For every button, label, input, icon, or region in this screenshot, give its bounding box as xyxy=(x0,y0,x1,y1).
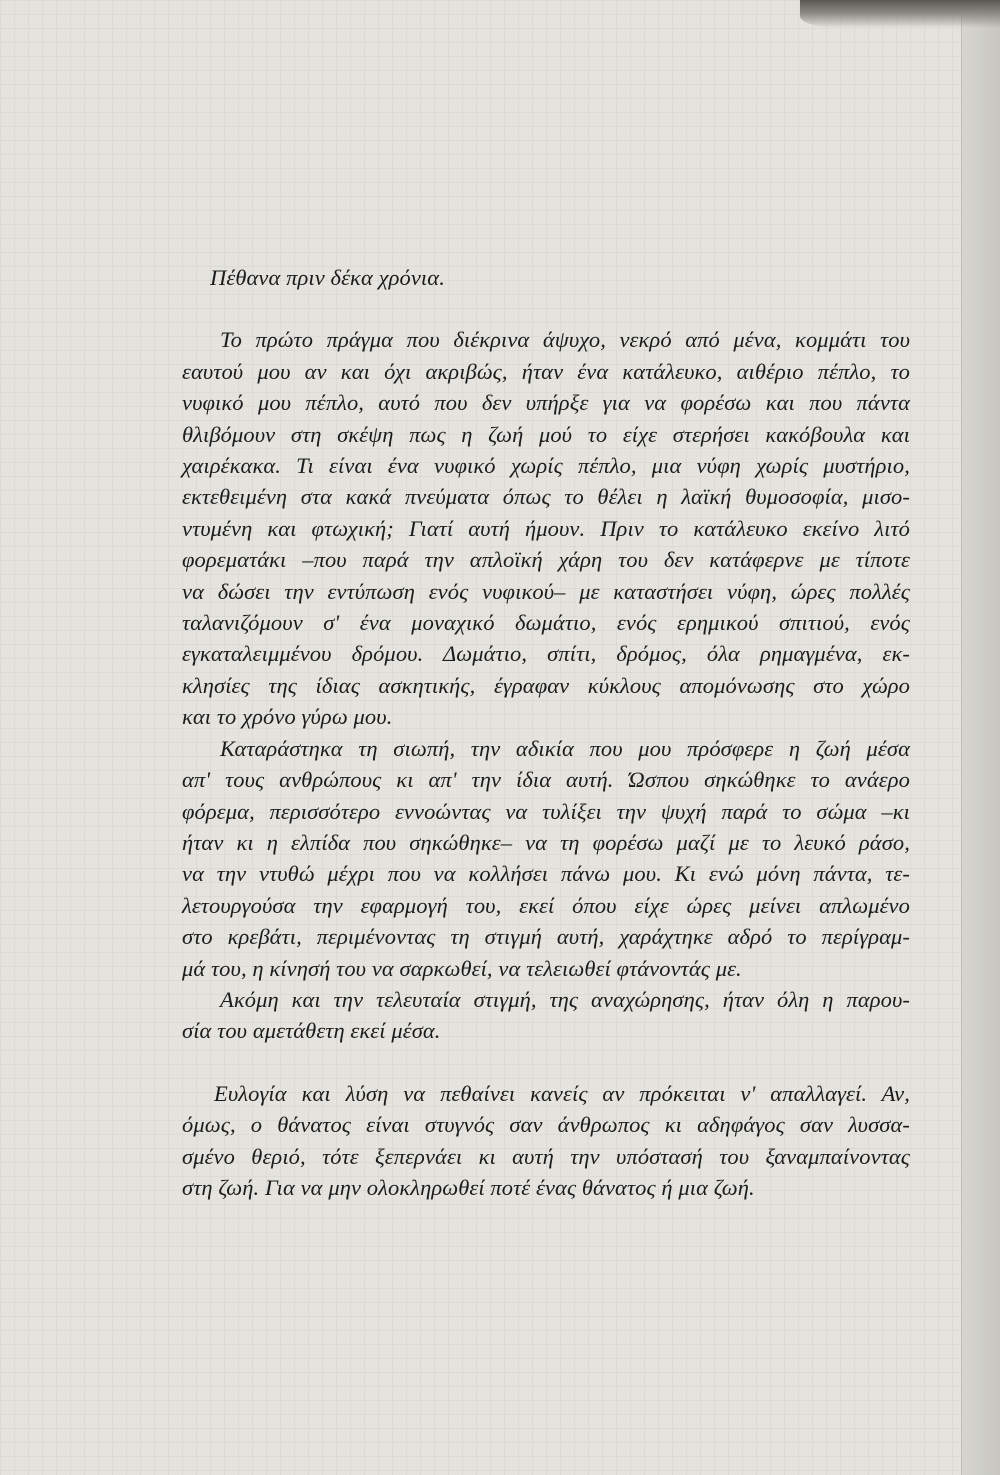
text-line: Καταράστηκα τη σιωπή, την αδικία που μου πρόσφερε η ζωή μέσα xyxy=(220,735,910,761)
text-line: εαυτού μου αν και όχι ακριβώς, ήταν ένα κατάλευκο, αιθέριο πέπλο, το xyxy=(182,358,910,384)
text-line: Πέθανα πριν δέκα χρόνια. xyxy=(210,265,445,290)
text-line: Ακόμη και την τελευταία στιγμή, της αναχώρησης, ήταν όλη η παρου- xyxy=(220,986,910,1012)
text-line: Ευλογία και λύση να πεθαίνει κανείς αν πρόκειται ν' απαλλαγεί. Αν, xyxy=(214,1080,910,1106)
text-line: φορεματάκι –που παρά την απλοϊκή χάρη του δεν κατάφερνε με τίποτε xyxy=(182,547,910,573)
text-line: χαιρέκακα. Τι είναι ένα νυφικό χωρίς πέπλο, μια νύφη χωρίς μυστήριο, xyxy=(182,453,910,479)
cover-text xyxy=(182,262,910,1203)
text-line: θλιβόμουν στη σκέψη πως η ζωή μού το είχε στερήσει κακόβουλα και xyxy=(182,421,910,447)
text-line: ήταν κι η ελπίδα που σηκώθηκε– να τη φορέσω μαζί με το λευκό ράσο, xyxy=(182,829,910,855)
paragraph-2 xyxy=(182,324,910,732)
paragraph-1 xyxy=(210,262,900,293)
paragraph-3 xyxy=(182,733,910,984)
text-line: να δώσει την εντύπωση ενός νυφικού– με καταστήσει νύφη, ώρες πολλές xyxy=(182,578,910,604)
paragraph-5 xyxy=(182,1078,910,1204)
paragraph-gap xyxy=(210,293,900,324)
text-line: στο κρεβάτι, περιμένοντας τη στιγμή αυτή, χαράχτηκε αδρό το περίγραμ- xyxy=(182,924,910,950)
text-line: σία του αμετάθετη εκεί μέσα. xyxy=(182,1018,441,1044)
text-line: ντυμένη και φτωχική; Γιατί αυτή ήμουν. Πριν το κατάλευκο εκείνο λιτό xyxy=(182,515,910,541)
paragraph-4 xyxy=(182,984,910,1047)
text-line: να την ντυθώ μέχρι που να κολλήσει πάνω μου. Κι ενώ μόνη πάντα, τε- xyxy=(182,861,910,887)
text-line: νυφικό μου πέπλο, αυτό που δεν υπήρξε για να φορέσω και που πάντα xyxy=(182,390,910,416)
text-line: κλησίες της ίδιας ασκητικής, έγραφαν κύκλους απομόνωσης στο χώρο xyxy=(182,672,910,698)
paragraph-gap xyxy=(210,1047,900,1078)
text-line: εγκαταλειμμένου δρόμου. Δωμάτιο, σπίτι, δρόμος, όλα ρημαγμένα, εκ- xyxy=(182,641,910,667)
text-line: ταλανιζόμουν σ' ένα μοναχικό δωμάτιο, ενός ερημικού σπιτιού, ενός xyxy=(182,610,910,636)
text-line: φόρεμα, περισσότερο εννοώντας να τυλίξει την ψυχή παρά το σώμα –κι xyxy=(182,798,910,824)
text-line: απ' τους ανθρώπους κι απ' την ίδια αυτή. Ώσπου σηκώθηκε το ανάερο xyxy=(182,767,910,793)
text-line: Το πρώτο πράγμα που διέκρινα άψυχο, νεκρό από μένα, κομμάτι του xyxy=(220,327,910,353)
text-line: όμως, ο θάνατος είναι στυγνός σαν άνθρωπος κι αδηφάγος σαν λυσσα- xyxy=(182,1112,910,1138)
text-line: εκτεθειμένη στα κακά πνεύματα όπως το θέλει η λαϊκή θυμοσοφία, μισο- xyxy=(182,484,910,510)
worn-corner xyxy=(800,0,1000,28)
text-line: σμένο θεριό, τότε ξεπερνάει κι αυτή την υπόστασή του ξαναμπαίνοντας xyxy=(182,1143,910,1169)
text-line: στη ζωή. Για να μην ολοκληρωθεί ποτέ ένας θάνατος ή μια ζωή. xyxy=(182,1174,755,1200)
text-line: και το χρόνο γύρω μου. xyxy=(182,704,393,730)
text-line: λετουργούσα την εφαρμογή του, εκεί όπου είχε ώρες μείνει απλωμένο xyxy=(182,892,910,918)
page-edge xyxy=(961,0,1000,1475)
text-line: μά του, η κίνησή του να σαρκωθεί, να τελειωθεί φτάνοντάς με. xyxy=(182,955,742,981)
